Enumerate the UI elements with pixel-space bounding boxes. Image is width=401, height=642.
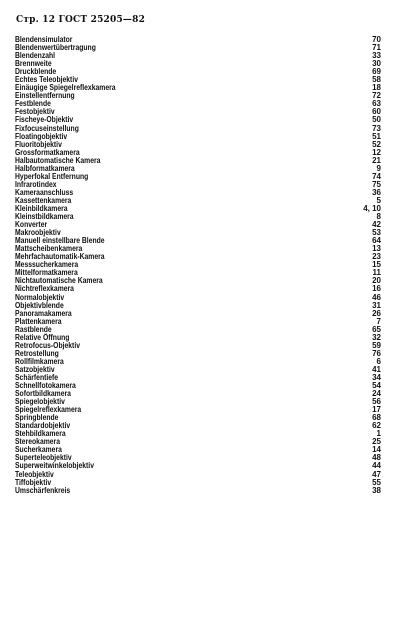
index-number: 31 — [372, 300, 381, 310]
index-entry — [15, 471, 381, 479]
index-entry — [15, 438, 381, 446]
index-number: 64 — [372, 236, 381, 246]
index-number: 69 — [372, 67, 381, 77]
index-number: 68 — [372, 413, 381, 423]
index-term: Sucherkamera — [15, 445, 62, 455]
index-number: 14 — [372, 445, 381, 455]
index-term: Brennweite — [15, 59, 52, 69]
index-number: 72 — [372, 91, 381, 101]
index-entry — [15, 487, 381, 495]
index-number: 12 — [372, 147, 381, 157]
index-entry — [15, 133, 381, 141]
index-term: Grossformatkamera — [15, 147, 80, 157]
index-term: Festblende — [15, 99, 51, 109]
index-term: Floatingobjektiv — [15, 131, 68, 141]
index-number: 73 — [372, 123, 381, 133]
index-term: Blendenzahl — [15, 51, 56, 61]
index-number: 8 — [376, 212, 381, 222]
index-entry — [15, 310, 381, 318]
index-entry — [15, 60, 381, 68]
index-entry — [15, 318, 381, 326]
index-number: 56 — [372, 397, 381, 407]
index-term: Schnellfotokamera — [15, 381, 76, 391]
index-term: Superteleobjektiv — [15, 453, 72, 463]
index-term: Relative Öffnung — [15, 332, 70, 342]
index-number: 52 — [372, 139, 381, 149]
index-term: Halbautomatische Kamera — [15, 155, 101, 165]
index-entry — [15, 92, 381, 100]
index-number: 47 — [372, 469, 381, 479]
index-number: 65 — [372, 324, 381, 334]
index-term: Kleinstbildkamera — [15, 212, 74, 222]
index-term: Objektivblende — [15, 300, 64, 310]
index-number: 55 — [372, 477, 381, 487]
index-entry — [15, 285, 381, 293]
index-term: Mittelformatkamera — [15, 268, 78, 278]
index-term: Festobjektiv — [15, 107, 55, 117]
index-entry — [15, 326, 381, 334]
index-number: 34 — [372, 372, 381, 382]
index-number: 42 — [372, 220, 381, 230]
index-term: Kassettenkamera — [15, 195, 72, 205]
index-term: Mehrfachautomatik-Kamera — [15, 252, 105, 262]
index-entry — [15, 430, 381, 438]
index-term: Einstellentfernung — [15, 91, 75, 101]
index-number: 21 — [372, 155, 381, 165]
index-number: 5 — [376, 195, 381, 205]
index-term: Mattscheibenkamera — [15, 244, 83, 254]
index-number: 41 — [372, 364, 381, 374]
index-term: Spiegelobjektiv — [15, 397, 65, 407]
index-entry — [15, 294, 381, 302]
index-term: Teleobjektiv — [15, 469, 54, 479]
index-number: 24 — [372, 389, 381, 399]
index-term: Messsucherkamera — [15, 260, 79, 270]
index-term: Kleinbildkamera — [15, 203, 68, 213]
index-number: 25 — [372, 437, 381, 447]
index-term: Stereokamera — [15, 437, 60, 447]
index-term: Makroobjektiv — [15, 228, 61, 238]
index-number: 9 — [376, 163, 381, 173]
index-entry — [15, 52, 381, 60]
index-term: Druckblende — [15, 67, 57, 77]
index-entry — [15, 406, 381, 414]
index-entry — [15, 462, 381, 470]
index-term: Hyperfokal Entfernung — [15, 171, 89, 181]
index-term: Halbformatkamera — [15, 163, 75, 173]
index-number: 18 — [372, 83, 381, 93]
index-number: 15 — [372, 260, 381, 270]
index-number: 20 — [372, 276, 381, 286]
index-entry — [15, 44, 381, 52]
index-term: Panoramakamera — [15, 308, 72, 318]
index-number: 74 — [372, 171, 381, 181]
index-term: Manuell einstellbare Blende — [15, 236, 105, 246]
index-term: Konverter — [15, 220, 48, 230]
index-entry — [15, 213, 381, 221]
index-entry — [15, 422, 381, 430]
index-number: 54 — [372, 381, 381, 391]
index-number: 23 — [372, 252, 381, 262]
index-number: 63 — [372, 99, 381, 109]
index-term: Echtes Teleobjektiv — [15, 75, 78, 85]
index-term: Normalobjektiv — [15, 292, 65, 302]
index-entry — [15, 366, 381, 374]
index-entry — [15, 125, 381, 133]
index-number: 46 — [372, 292, 381, 302]
index-term: Blendenwertübertragung — [15, 43, 96, 53]
index-entry — [15, 221, 381, 229]
index-term: Spiegelreflexkamera — [15, 405, 82, 415]
index-term: Umschärfenkreis — [15, 485, 71, 495]
index-term: Blendensimulator — [15, 35, 73, 44]
index-entry — [15, 358, 381, 366]
index-term: Plattenkamera — [15, 316, 62, 326]
index-term: Fixfocuseinstellung — [15, 123, 79, 133]
index-term: Kameraanschluss — [15, 187, 74, 197]
index-number: 71 — [372, 43, 381, 53]
index-number: 38 — [372, 485, 381, 495]
index-number: 6 — [376, 356, 381, 366]
index-term: Satzobjektiv — [15, 364, 55, 374]
index-term: Retrostellung — [15, 348, 59, 358]
index-number: 48 — [372, 453, 381, 463]
index-number: 58 — [372, 75, 381, 85]
index-term: Einäugige Spiegelreflexkamera — [15, 83, 116, 93]
index-list — [15, 36, 381, 495]
index-number: 26 — [372, 308, 381, 318]
index-term: Tiffobjektiv — [15, 477, 52, 487]
index-number: 59 — [372, 340, 381, 350]
index-number: 76 — [372, 348, 381, 358]
index-term: Springblende — [15, 413, 59, 423]
index-number: 75 — [372, 179, 381, 189]
page-header: Стр. 12 ГОСТ 25205—82 — [16, 15, 146, 25]
index-term: Rastblende — [15, 324, 52, 334]
index-term: Sofortbildkamera — [15, 389, 71, 399]
index-entry — [15, 100, 381, 108]
index-number: 4, 10 — [363, 203, 381, 213]
index-entry — [15, 350, 381, 358]
index-number: 51 — [372, 131, 381, 141]
index-number: 32 — [372, 332, 381, 342]
index-term: Infrarotindex — [15, 179, 57, 189]
index-number: 62 — [372, 421, 381, 431]
index-term: Stehbildkamera — [15, 429, 66, 439]
index-number: 60 — [372, 107, 381, 117]
index-term: Schärfentiefe — [15, 372, 59, 382]
index-entry — [15, 390, 381, 398]
index-number: 44 — [372, 461, 381, 471]
index-term: Fischeye-Objektiv — [15, 115, 74, 125]
index-number: 13 — [372, 244, 381, 254]
index-number: 11 — [372, 268, 381, 278]
index-number: 70 — [372, 35, 381, 44]
index-number: 30 — [372, 59, 381, 69]
index-number: 33 — [372, 51, 381, 61]
index-term: Retrofocus-Objektiv — [15, 340, 80, 350]
index-number: 7 — [376, 316, 381, 326]
index-entry — [15, 197, 381, 205]
index-number: 16 — [372, 284, 381, 294]
index-term: Rollfilmkamera — [15, 356, 64, 366]
index-number: 36 — [372, 187, 381, 197]
index-term: Nichtautomatische Kamera — [15, 276, 103, 286]
index-number: 1 — [376, 429, 381, 439]
index-number: 17 — [372, 405, 381, 415]
index-entry — [15, 342, 381, 350]
index-entry — [15, 173, 381, 181]
index-term: Superweitwinkelobjektiv — [15, 461, 94, 471]
index-number: 53 — [372, 228, 381, 238]
index-number: 50 — [372, 115, 381, 125]
index-term: Standardobjektiv — [15, 421, 71, 431]
index-term: Nichtreflexkamera — [15, 284, 74, 294]
index-term: Fluoritobjektiv — [15, 139, 62, 149]
